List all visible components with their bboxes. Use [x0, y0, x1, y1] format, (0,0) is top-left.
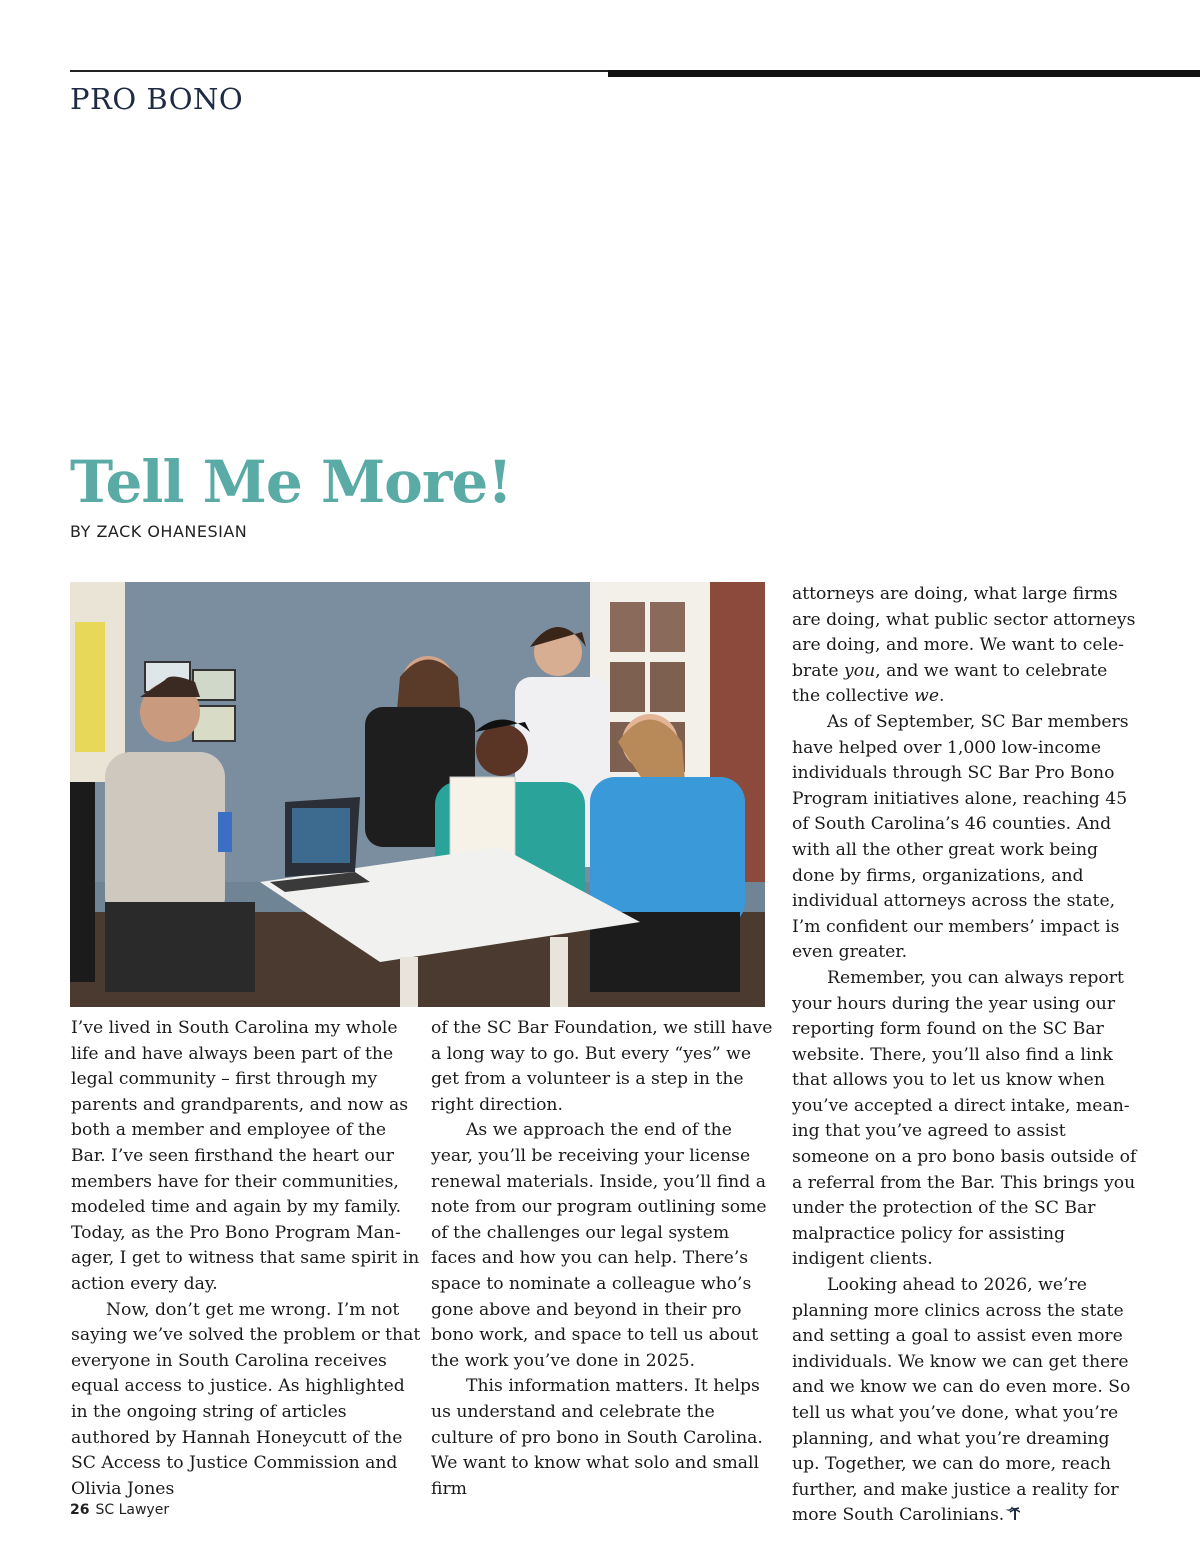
text-run: Looking ahead to 2026, we’re planning more clinics across the state and setting a goal to assist even more individuals. We know we can get there and we know we can do even more. So tell us what you’ve done, what you’re planning, and what you’re dreaming up. Together, we can do more, reach further, and make justice a reality for more South Carolinians. [792, 1275, 1131, 1526]
publication-name: SC Lawyer [95, 1502, 170, 1518]
paragraph: This information matters. It helps us understand and celebrate the culture of pro bono in South Carolina. We want to know what solo and small firm [431, 1376, 763, 1499]
group-photo [70, 582, 765, 1007]
text-run: attorneys are doing, what large firms are doing, what public sector attorneys are doing, and more. We want to celebrate [792, 584, 1136, 681]
paragraph: As of September, SC Bar members have helped over 1,000 low-income individuals through SC Bar Pro Bono Program initiatives alone, reaching 45 of South Carolina’s 46 counties. And with all the other great work being done by firms, organizations, and individual attorneys across the state, I’m confident our members’ impact is even greater. [792, 711, 1129, 963]
article-column-1 [71, 1016, 421, 1502]
paragraph: I’ve lived in South Carolina my whole life and have always been part of the legal community – first through my parents and grandparents, and now as both a member and employee of the Bar. I’ve seen firsthand the heart our members have for their communities, modeled time and again by my family. Today, as the Pro Bono Program Manager, I get to witness that same spirit in action every day. [71, 1018, 420, 1294]
text-run: . [939, 686, 945, 707]
paragraph: of the SC Bar Foundation, we still have a long way to go. But every “yes” we get from a volunteer is a step in the right direction. [431, 1018, 773, 1115]
paragraph [792, 582, 1137, 710]
emphasis: we [914, 686, 940, 707]
paragraph [792, 1273, 1137, 1529]
paragraph: Remember, you can always report your hours during the year using our reporting form found on the SC Bar website. There, you’ll also find a link that allows you to let us know when you’ve accepted a direct intake, meaning that you’ve agreed to assist someone on a pro bono basis outside of a referral from the Bar. This brings you under the protection of the SC Bar malpractice policy for assisting indigent clients. [792, 967, 1137, 1270]
section-label: PRO BONO [70, 82, 244, 116]
paragraph: As we approach the end of the year, you’ll be receiving your license renewal materials. Inside, you’ll find a note from our program outlining some of the challenges our legal system faces and how you can help. There’s space to nominate a colleague who’s gone above and beyond in their pro bono work, and space to tell us about the work you’ve done in 2025. [431, 1120, 767, 1371]
article-title: Tell Me More! [70, 448, 512, 516]
article-byline: BY ZACK OHANESIAN [70, 522, 248, 541]
header-rule-thick [608, 70, 1200, 77]
header-rule-thin [70, 70, 610, 72]
emphasis: you [844, 660, 876, 681]
text-run: , and we want to celebrate the collective [792, 660, 1108, 707]
article-column-3 [792, 582, 1137, 1529]
palmetto-moon-icon [1004, 1504, 1020, 1520]
group-photo-illustration [70, 582, 765, 1007]
page-footer [70, 1502, 169, 1518]
article-column-2 [431, 1016, 776, 1502]
paragraph: Now, don’t get me wrong. I’m not saying we’ve solved the problem or that everyone in South Carolina receives equal access to justice. As highlighted in the ongoing string of articles authored by Hannah Honeycutt of the SC Access to Justice Commission and Olivia Jones [71, 1299, 421, 1499]
page-number: 26 [70, 1502, 90, 1518]
